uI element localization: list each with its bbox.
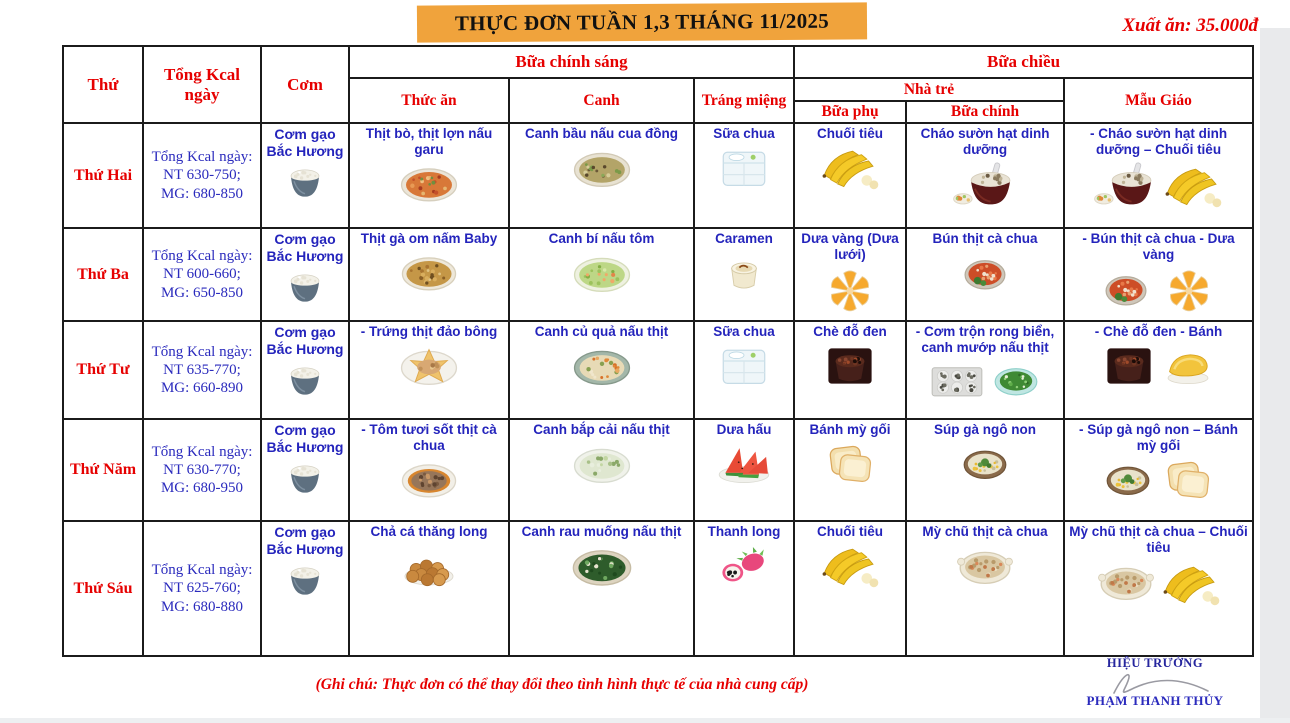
corn-chicken-soup-image: [957, 441, 1013, 487]
dish-name: Canh củ quả nấu thịt: [534, 324, 669, 339]
food-cell: [349, 321, 509, 419]
dish-name: - Chè đỗ đen - Bánh: [1094, 324, 1223, 339]
food-cell: [349, 521, 509, 656]
rice-bowl-image: [283, 267, 327, 307]
menu-row: [63, 521, 1253, 656]
dragon-fruit-image: [716, 543, 772, 591]
cabbage-soup-image: [570, 441, 634, 489]
dish-name: Canh rau muống nấu thịt: [521, 524, 682, 539]
garu-stew-image: [398, 161, 460, 207]
dish-name: Dưa vàng (Dưa lưới): [801, 231, 899, 262]
soup-cell: [509, 521, 694, 656]
seaweed-rice-balls-image: [928, 359, 986, 403]
kcal-line: NT 630-750;: [163, 167, 241, 184]
dish-name: Cháo sườn hạt dinh dưỡng: [920, 126, 1050, 157]
kcal-line: MG: 680-850: [160, 185, 244, 202]
dish-name: Chè đỗ đen: [813, 324, 887, 339]
header-soup: Canh: [509, 78, 694, 123]
food-photos: [353, 161, 505, 207]
food-photos: [798, 266, 902, 314]
header-kcal: Tổng Kcal ngày: [143, 46, 261, 123]
menu-row: [63, 321, 1253, 419]
kcal-line: Tổng Kcal ngày:: [151, 248, 253, 265]
dish-name: Bún thịt cà chua: [932, 231, 1038, 246]
dish-name: Dưa hấu: [716, 422, 772, 437]
kcal-line: MG: 680-950: [160, 480, 244, 497]
food-photos: [265, 560, 345, 600]
signature-block: [1055, 656, 1255, 709]
day-cell: Thứ Ba: [63, 228, 143, 321]
kcal-cell: [143, 123, 261, 228]
watermelon-slices-image: [713, 441, 775, 487]
food-photos: [698, 441, 790, 487]
page-title: THỰC ĐƠN TUẦN 1,3 THÁNG 11/2025: [417, 2, 867, 42]
tomato-noodle-bowl-image: [1097, 266, 1155, 314]
kindergarten-cell: [1064, 321, 1253, 419]
food-cell: [349, 228, 509, 321]
dessert-cell: [694, 228, 794, 321]
nursery-main-cell: [906, 228, 1064, 321]
signature-title: HIỆU TRƯỞNG: [1106, 656, 1204, 670]
kcal-line: NT 600-660;: [163, 266, 241, 283]
menu-row: [63, 419, 1253, 521]
kcal-line: NT 625-760;: [163, 580, 241, 597]
food-photos: [910, 161, 1060, 209]
day-cell: Thứ Tư: [63, 321, 143, 419]
soup-cell: [509, 419, 694, 521]
day-cell: Thứ Hai: [63, 123, 143, 228]
dish-name: Sữa chua: [713, 324, 775, 339]
nursery-side-cell: [794, 521, 906, 656]
kcal-line: NT 630-770;: [163, 461, 241, 478]
kcal-line: NT 635-770;: [163, 361, 241, 378]
melon-slices-image: [1158, 266, 1220, 314]
soup-cell: [509, 228, 694, 321]
food-photos: [910, 543, 1060, 591]
dessert-cell: [694, 123, 794, 228]
food-photos: [698, 145, 790, 191]
mychu-noodle-bowl-image: [1095, 559, 1157, 607]
dish-name: Chả cá thăng long: [370, 524, 488, 539]
food-photos: [1068, 266, 1249, 314]
dish-name: Cơm gạo Bắc Hương: [266, 231, 344, 264]
food-photos: [698, 343, 790, 389]
dessert-cell: [694, 521, 794, 656]
dish-name: Mỳ chũ thịt cà chua: [922, 524, 1048, 539]
dish-name: - Cơm trộn rong biển, canh mướp nấu thịt: [915, 324, 1055, 355]
dish-name: Chuối tiêu: [817, 524, 884, 539]
black-bean-sweet-image: [822, 343, 878, 389]
nursery-main-cell: [906, 123, 1064, 228]
food-photos: [798, 441, 902, 487]
food-photos: [798, 543, 902, 589]
dish-name: Thanh long: [707, 524, 781, 539]
signature-name: PHẠM THANH THỦY: [1086, 693, 1224, 708]
bread-slices-image: [1159, 457, 1217, 503]
meal-price-note: Xuất ăn: 35.000đ: [1122, 15, 1258, 36]
header-side-meal: Bữa phụ: [794, 101, 906, 123]
dish-name: Caramen: [715, 231, 773, 246]
kindergarten-cell: [1064, 521, 1253, 656]
dish-name: Cơm gạo Bắc Hương: [266, 324, 344, 357]
kcal-line: Tổng Kcal ngày:: [151, 443, 253, 460]
rice-bowl-image: [283, 162, 327, 202]
root-veggie-soup-image: [570, 343, 634, 391]
kcal-line: Tổng Kcal ngày:: [151, 149, 253, 166]
chicken-mushroom-dish-image: [398, 250, 460, 296]
banana-image: [819, 543, 881, 589]
header-dessert: Tráng miệng: [694, 78, 794, 123]
nursery-side-cell: [794, 419, 906, 521]
kindergarten-cell: [1064, 123, 1253, 228]
kcal-line: Tổng Kcal ngày:: [151, 343, 253, 360]
food-photos: [265, 267, 345, 307]
mychu-noodle-bowl-image: [954, 543, 1016, 591]
nursery-main-cell: [906, 321, 1064, 419]
food-photos: [798, 145, 902, 191]
menu-row: [63, 228, 1253, 321]
food-photos: [1068, 457, 1249, 503]
food-photos: [698, 250, 790, 296]
rice-cell: [261, 521, 349, 656]
food-photos: [353, 343, 505, 391]
dish-name: - Bún thịt cà chua - Dưa vàng: [1082, 231, 1235, 262]
page-edge-shadow: [1260, 28, 1290, 723]
dish-name: - Cháo sườn hạt dinh dưỡng – Chuối tiêu: [1089, 126, 1228, 157]
menu-table: [62, 45, 1254, 657]
dish-name: Cơm gạo Bắc Hương: [266, 524, 344, 557]
corn-chicken-soup-image: [1100, 457, 1156, 503]
food-photos: [513, 441, 690, 489]
nursery-side-cell: [794, 123, 906, 228]
menu-row: [63, 123, 1253, 228]
squash-shrimp-soup-image: [570, 250, 634, 298]
dish-name: - Trứng thịt đảo bông: [360, 324, 498, 339]
gourd-crab-soup-image: [570, 145, 634, 193]
dish-name: Canh bí nấu tôm: [548, 231, 655, 246]
black-bean-sweet-image: [1101, 343, 1157, 389]
dish-name: Thịt bò, thịt lợn nấu garu: [365, 126, 493, 157]
bread-slices-image: [821, 441, 879, 487]
kcal-cell: [143, 228, 261, 321]
day-cell: Thứ Năm: [63, 419, 143, 521]
day-cell: Thứ Sáu: [63, 521, 143, 656]
kcal-cell: [143, 419, 261, 521]
dish-name: Sữa chua: [713, 126, 775, 141]
food-photos: [798, 343, 902, 389]
nursery-side-cell: [794, 321, 906, 419]
kcal-cell: [143, 521, 261, 656]
rice-bowl-image: [283, 560, 327, 600]
yogurt-pack-image: [715, 145, 773, 191]
dessert-cell: [694, 321, 794, 419]
soup-cell: [509, 123, 694, 228]
header-kindergarten: Mẫu Giáo: [1064, 78, 1253, 123]
food-photos: [353, 543, 505, 589]
food-photos: [1068, 559, 1249, 607]
footer-note: (Ghi chú: Thực đơn có thể thay đổi theo tình hình thực tế của nhà cung cấp): [315, 676, 809, 693]
rice-cell: [261, 228, 349, 321]
nursery-main-cell: [906, 419, 1064, 521]
dish-name: Súp gà ngô non: [934, 422, 1036, 437]
banana-image: [1162, 163, 1224, 209]
water-spinach-soup-image: [569, 543, 635, 591]
kindergarten-cell: [1064, 419, 1253, 521]
dish-name: Canh bắp cải nấu thịt: [533, 422, 670, 437]
kcal-cell: [143, 321, 261, 419]
food-photos: [353, 457, 505, 503]
header-rice: Cơm: [261, 46, 349, 123]
food-photos: [265, 162, 345, 202]
rice-cell: [261, 419, 349, 521]
food-cell: [349, 419, 509, 521]
egg-floss-star-image: [397, 343, 461, 391]
header-main-meal: Bữa chính: [906, 101, 1064, 123]
food-photos: [1068, 343, 1249, 389]
dish-name: Cơm gạo Bắc Hương: [266, 422, 344, 455]
kcal-line: Tổng Kcal ngày:: [151, 562, 253, 579]
rice-bowl-image: [283, 458, 327, 498]
food-photos: [910, 359, 1060, 403]
food-photos: [698, 543, 790, 591]
header-afternoon-meal: Bữa chiều: [794, 46, 1253, 78]
food-photos: [265, 458, 345, 498]
rice-cell: [261, 123, 349, 228]
food-photos: [513, 250, 690, 298]
food-photos: [513, 543, 690, 591]
food-photos: [265, 360, 345, 400]
banana-image: [819, 145, 881, 191]
page-bottom-shadow: [0, 718, 1290, 723]
dish-name: Canh bầu nấu cua đồng: [524, 126, 678, 141]
dish-name: Bánh mỳ gối: [809, 422, 891, 437]
caramel-cup-image: [717, 250, 771, 296]
yogurt-pack-image: [715, 343, 773, 389]
food-photos: [1068, 161, 1249, 209]
header-morning-meal: Bữa chính sáng: [349, 46, 794, 78]
pastry-image: [1160, 343, 1216, 389]
food-cell: [349, 123, 509, 228]
luffa-soup-image: [989, 359, 1043, 403]
food-photos: [513, 343, 690, 391]
kindergarten-cell: [1064, 228, 1253, 321]
dish-name: Thịt gà om nấm Baby: [360, 231, 498, 246]
fish-cakes-image: [399, 543, 459, 589]
food-photos: [353, 250, 505, 296]
soup-cell: [509, 321, 694, 419]
kcal-line: MG: 650-850: [160, 284, 244, 301]
nursery-main-cell: [906, 521, 1064, 656]
dessert-cell: [694, 419, 794, 521]
porridge-bowl-image: [952, 161, 1018, 209]
kcal-line: MG: 660-890: [160, 380, 244, 397]
shrimp-tomato-dish-image: [397, 457, 461, 503]
dish-name: - Tôm tươi sốt thịt cà chua: [361, 422, 497, 453]
tomato-noodle-bowl-image: [956, 250, 1014, 298]
porridge-bowl-image: [1093, 161, 1159, 209]
dish-name: Chuối tiêu: [817, 126, 884, 141]
banana-image: [1160, 561, 1222, 607]
kcal-line: MG: 680-880: [160, 598, 244, 615]
header-nursery: Nhà trẻ: [794, 78, 1064, 101]
food-photos: [910, 250, 1060, 298]
dish-name: Mỳ chũ thịt cà chua – Chuối tiêu: [1069, 524, 1248, 555]
header-food: Thức ăn: [349, 78, 509, 123]
food-photos: [513, 145, 690, 193]
header-day: Thứ: [63, 46, 143, 123]
dish-name: Cơm gạo Bắc Hương: [266, 126, 344, 159]
melon-slices-image: [819, 266, 881, 314]
rice-bowl-image: [283, 360, 327, 400]
food-photos: [910, 441, 1060, 487]
rice-cell: [261, 321, 349, 419]
dish-name: - Súp gà ngô non – Bánh mỳ gối: [1079, 422, 1239, 453]
nursery-side-cell: [794, 228, 906, 321]
